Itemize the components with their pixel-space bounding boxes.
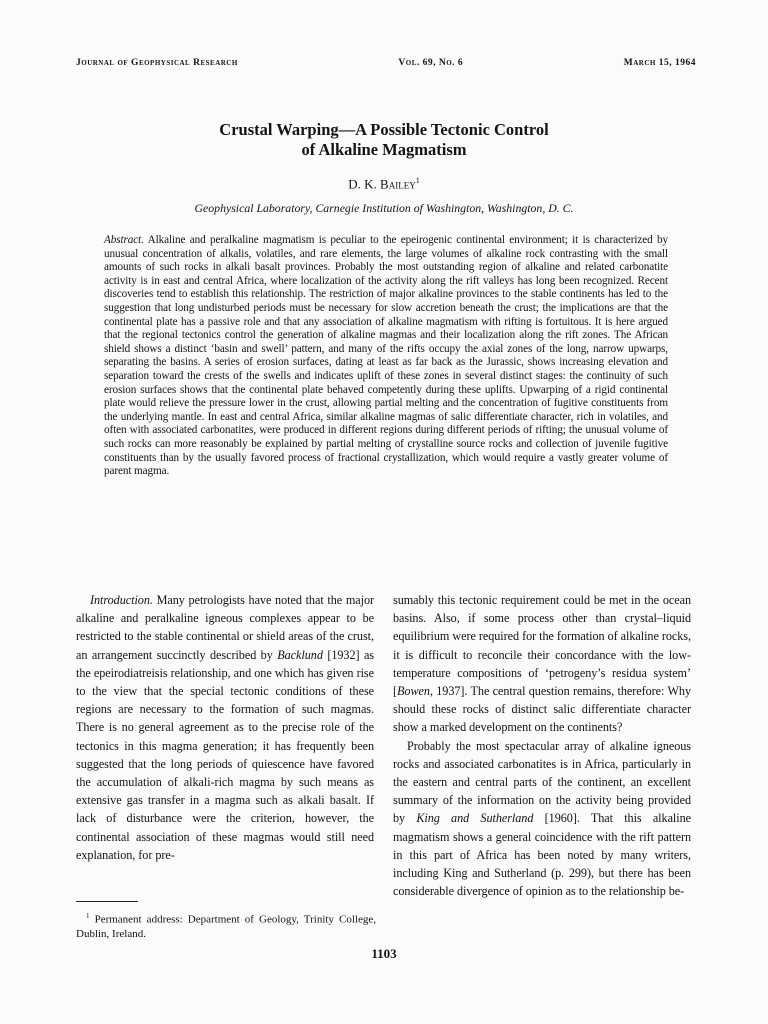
footnote-mark: 1 [86,912,90,920]
intro-label: Introduction. [90,593,153,607]
issue-date: March 15, 1964 [623,58,696,68]
title-block [0,120,768,216]
paragraph-africa [393,737,691,901]
author [0,173,768,192]
author-surname: Bailey [380,176,416,192]
volume-number: Vol. 69, No. 6 [398,58,464,68]
citation-king-sutherland: King and Sutherland [416,811,534,826]
journal-name: Journal of Geophysical Research [76,58,238,68]
title-line-2: of Alkaline Magmatism [301,140,467,159]
footnote-rule [76,901,138,902]
article-title [0,120,768,160]
abstract [104,234,668,479]
page-number: 1103 [371,946,397,961]
title-line-1: Crustal Warping—A Possible Tectonic Control [219,120,549,139]
footnote [76,909,376,941]
citation-bowen: Bowen [397,684,430,699]
abstract-text: Alkaline and peralkaline magmatism is peculiar to the epeirogenic continental environment; it is characterized by unusual concentration of alkalis, volatiles, and rare elements, the large volumes of alkaline rock contrasting with the small amounts of such rocks in alkali basalt provinces. Probably the most outstanding region of alkaline and related carbonatite activity is in east and central Africa, where localization of the activity along the rift valleys has long been recognized. Recent discoveries tend to establish this relationship. The restriction of major alkaline provinces to the stable continents has led to the suggestion that long undisturbed periods must be necessary for slow accretion beneath the crust; the implications are that the continental plate has a passive role and that any association of alkaline magmatism with rifting is fortuitous. It is here argued that the regional tectonics control the generation of alkaline magmas and their localization along the rift zones. The African shield shows a distinct ‘basin and swell’ pattern, and many of the rifts occupy the axial zones of the long, narrow upwarps, separating the basins. A series of erosion surfaces, dating at least as far back as the Jurassic, shows increasing elevation and separation toward the crests of the swells and indicates uplift of these zones in several distinct stages: the continuity of such erosion surfaces shows that the continental plate behaved competently during these uplifts. Upwarping of a rigid continental plate would relieve the pressure lower in the crust, allowing partial melting and the concentration of fugitive constituents from the underlying mantle. In east and central Africa, similar alkaline magmas of salic differentiate character, rich in volatiles, and often with associated carbonatites, were produced in different regions during different periods of rifting; the unusual volume of such rocks can more reasonably be explained by partial melting of crystalline source rocks and collection of juvenile fugitive constituents than by the usually favored process of fractional crystallization, which would require a vastly greater volume of parent magma. [104,234,668,478]
para2-text-a: Probably the most spectacular array of alkaline igneous rocks and associated carbonatites is in Africa, particularly in the eastern and central parts of the continent, an excellent summary of the information on the activity being provided by [393,738,691,826]
intro-paragraph [76,591,374,864]
paragraph-continued [393,591,691,737]
para1-text-a: sumably this tectonic requirement could be met in the ocean basins. Also, if some process other than crystal–liquid equilibrium were required for the formation of alkaline rocks, it is difficult to reconcile their concordance with the low-temperature compositions of ‘petrogeny’s residua system’ [ [393,593,691,699]
right-column [393,591,691,900]
running-head [76,58,696,68]
citation-backlund: Backlund [277,647,323,662]
author-initials: D. K. [348,176,377,192]
intro-text-2: [1932] as the epeirodiatreisis relationship, and one which has given rise to the view that the special tectonic conditions of these regions are necessary to the formation of such magmas. There is no general agreement as to the precise role of the tectonics in this magma generation; it has frequently been suggested that the long periods of quiescence have favored the accumulation of alkali-rich magma by such means as extensive gas transfer in a magma such as alkali basalt. If lack of disturbance were the criterion, however, the continental association of these magmas would still need explanation, for pre- [76,647,375,862]
para1-text-b: , 1937]. The central question remains, therefore: Why should these rocks of distinct salic differentiate character show a marked development on the continents? [393,684,691,735]
intro-text-1: Many petrologists have noted that the major alkaline and peralkaline igneous complexes appear to be restricted to the stable continental or shield areas of the crust, an arrangement succinctly described by [76,593,374,662]
author-footnote-mark: 1 [415,176,420,185]
para2-text-b: [1960]. That this alkaline magmatism shows a general coincidence with the rift pattern in this part of Africa has been noted by many writers, including King and Sutherland (p. 299), but there has been considerable divergence of opinion as to the relationship be- [393,811,691,899]
left-column [76,591,374,864]
abstract-label: Abstract. [104,234,144,246]
affiliation: Geophysical Laboratory, Carnegie Institution of Washington, Washington, D. C. [194,201,574,216]
footnote-text: Permanent address: Department of Geology, Trinity College, Dublin, Ireland. [76,913,376,940]
